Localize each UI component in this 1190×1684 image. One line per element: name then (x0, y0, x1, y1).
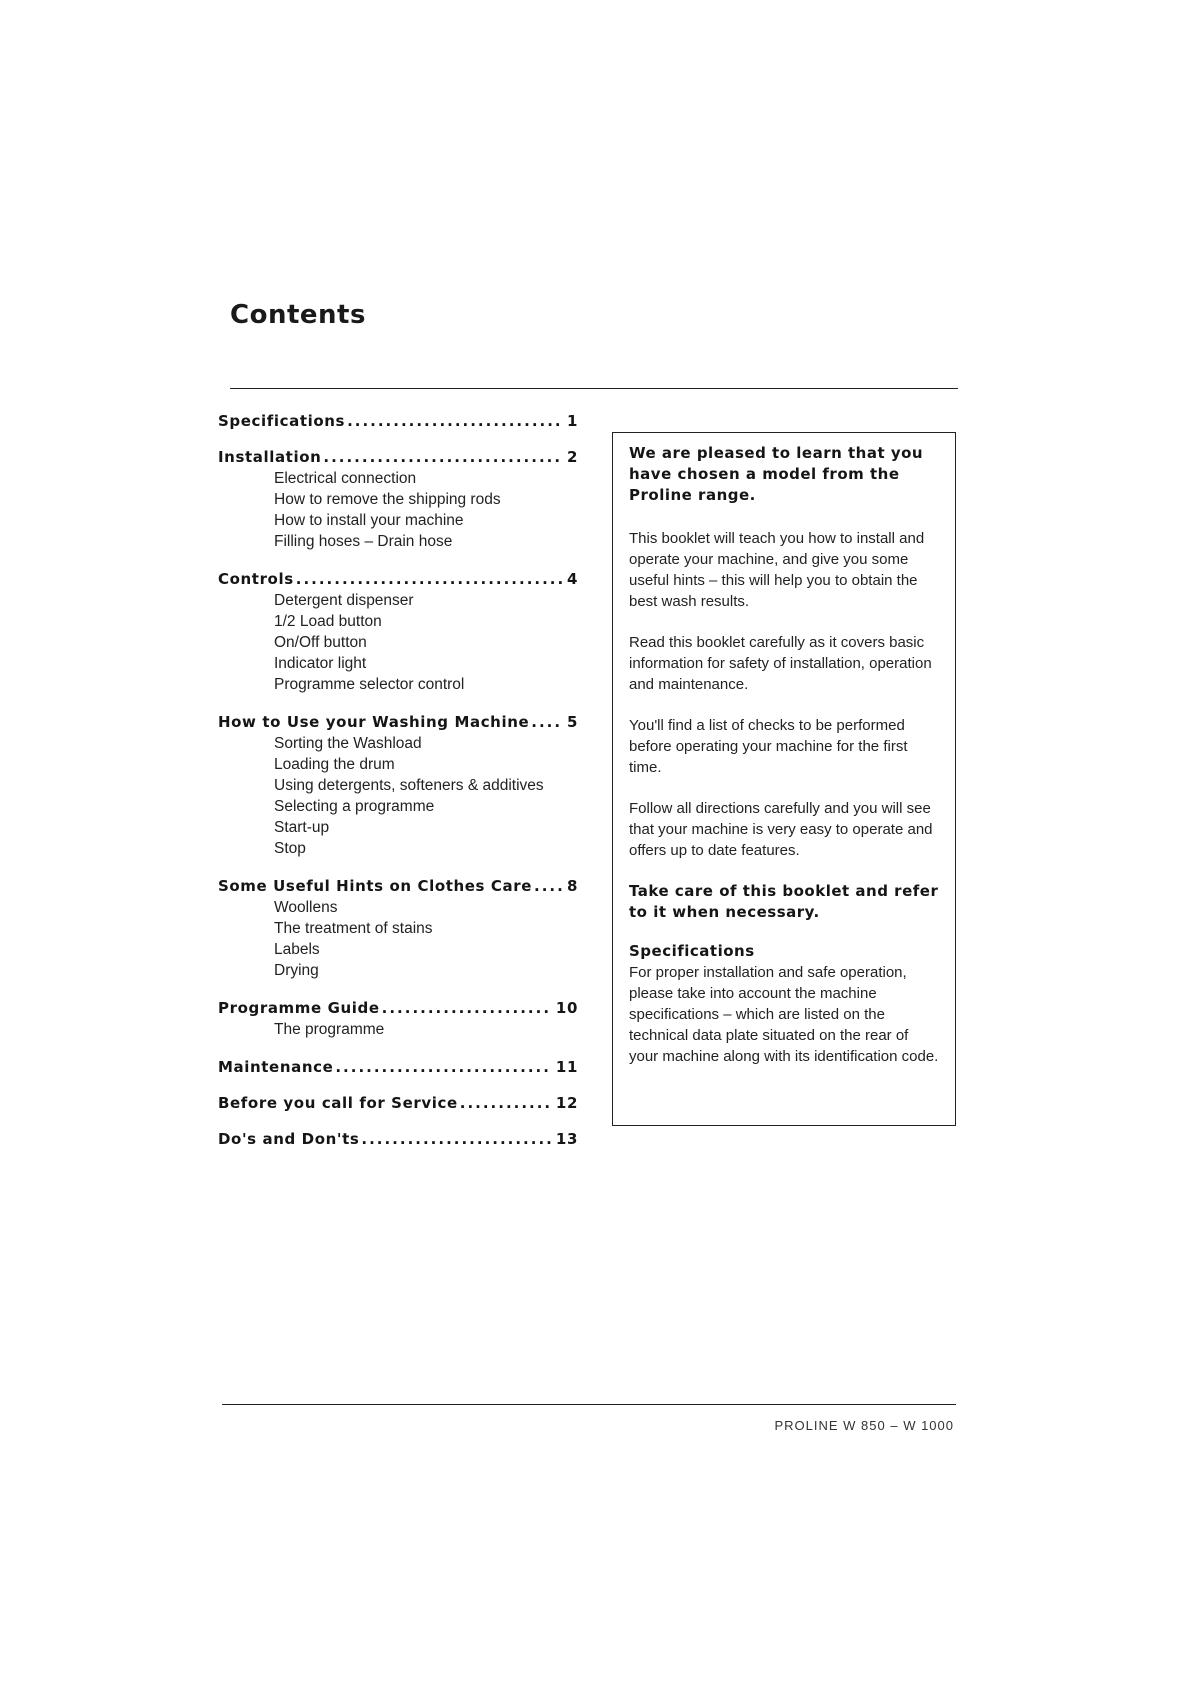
toc-sub-item: The programme (274, 1021, 385, 1038)
toc-sub-item: Stop (274, 840, 306, 857)
toc-heading (218, 999, 578, 1017)
dot-leader (335, 1058, 552, 1076)
toc-heading-title: Some Useful Hints on Clothes Care (218, 877, 533, 895)
dot-leader (347, 412, 563, 430)
toc-sub-item: Programme selector control (274, 676, 465, 693)
toc-sub-item: Start-up (274, 819, 330, 836)
toc-page-number: 10 (555, 999, 578, 1017)
toc-sub-item: Sorting the Washload (274, 735, 422, 752)
toc-heading-title: Installation (218, 448, 322, 466)
toc-sub-list (218, 733, 578, 859)
toc-sub-list (218, 897, 578, 981)
toc-heading-title: Specifications (218, 412, 346, 430)
toc-page-number: 2 (566, 448, 578, 466)
dot-leader (361, 1130, 552, 1148)
toc-section (218, 412, 578, 430)
dot-leader (382, 999, 552, 1017)
toc-sub-item: How to install your machine (274, 512, 464, 529)
intro-paragraph-1: This booklet will teach you how to install and operate your machine, and give you some useful hints – this will help you to obtain the best wash results. (629, 530, 925, 610)
toc-page-number: 5 (566, 713, 578, 731)
toc-sub-item: Loading the drum (274, 756, 395, 773)
toc-sub-item: Detergent dispenser (274, 592, 414, 609)
toc-heading (218, 570, 578, 588)
top-divider (230, 388, 958, 389)
toc-section (218, 877, 578, 981)
toc-heading-title: Do's and Don'ts (218, 1130, 360, 1148)
toc-sub-item: Drying (274, 962, 319, 979)
toc-sub-item: Filling hoses – Drain hose (274, 533, 453, 550)
toc-heading-title: Programme Guide (218, 999, 380, 1017)
footer-model: PROLINE W 850 – W 1000 (774, 1418, 954, 1433)
toc-sub-item: The treatment of stains (274, 920, 433, 937)
toc-sub-item: How to remove the shipping rods (274, 491, 501, 508)
dot-leader (323, 448, 563, 466)
intro-paragraph-2: Read this booklet carefully as it covers basic information for safety of installation, operation and maintenance. (629, 634, 932, 693)
toc-heading-title: Controls (218, 570, 294, 588)
toc-section (218, 999, 578, 1040)
booklet-care-note: Take care of this booklet and refer to it when necessary. (629, 882, 939, 921)
toc-section (218, 1094, 578, 1112)
specifications-heading: Specifications (629, 942, 755, 960)
toc-sub-item: Using detergents, softeners & additives (274, 777, 544, 794)
toc-sub-item: Selecting a programme (274, 798, 435, 815)
intro-heading: We are pleased to learn that you have chosen a model from the Proline range. (629, 444, 924, 504)
toc-section (218, 1058, 578, 1076)
toc-section (218, 713, 578, 859)
toc-section (218, 448, 578, 552)
toc-sub-list (218, 468, 578, 552)
dot-leader (531, 713, 563, 731)
table-of-contents (218, 412, 578, 1166)
dot-leader (460, 1094, 552, 1112)
toc-heading (218, 1130, 578, 1148)
toc-page-number: 8 (566, 877, 578, 895)
toc-sub-item: Labels (274, 941, 320, 958)
toc-sub-item: On/Off button (274, 634, 367, 651)
toc-page-number: 1 (566, 412, 578, 430)
toc-heading (218, 877, 578, 895)
toc-page-number: 4 (566, 570, 578, 588)
page-title: Contents (230, 300, 366, 330)
dot-leader (296, 570, 563, 588)
toc-sub-item: Woollens (274, 899, 338, 916)
toc-section (218, 570, 578, 695)
toc-heading-title: How to Use your Washing Machine (218, 713, 530, 731)
toc-heading-title: Before you call for Service (218, 1094, 458, 1112)
bottom-divider (222, 1404, 956, 1405)
intro-paragraph-4: Follow all directions carefully and you will see that your machine is very easy to operate and offers up to date features. (629, 800, 933, 859)
toc-heading (218, 1058, 578, 1076)
toc-sub-item: Indicator light (274, 655, 367, 672)
toc-section (218, 1130, 578, 1148)
intro-paragraph-3: You'll find a list of checks to be performed before operating your machine for the first time. (629, 717, 908, 776)
toc-sub-item: Electrical connection (274, 470, 417, 487)
toc-heading (218, 713, 578, 731)
toc-heading (218, 448, 578, 466)
toc-sub-item: 1/2 Load button (274, 613, 382, 630)
toc-heading-title: Maintenance (218, 1058, 334, 1076)
toc-heading (218, 1094, 578, 1112)
toc-page-number: 11 (555, 1058, 578, 1076)
toc-sub-list (218, 1019, 578, 1040)
toc-sub-list (218, 590, 578, 695)
toc-page-number: 12 (555, 1094, 578, 1112)
specifications-text: For proper installation and safe operation, please take into account the machine specifications – which are listed on the technical data plate situated on the rear of your machine along with its identification code. (629, 964, 939, 1065)
dot-leader (534, 877, 563, 895)
toc-heading (218, 412, 578, 430)
intro-box (612, 432, 956, 1126)
toc-page-number: 13 (555, 1130, 578, 1148)
